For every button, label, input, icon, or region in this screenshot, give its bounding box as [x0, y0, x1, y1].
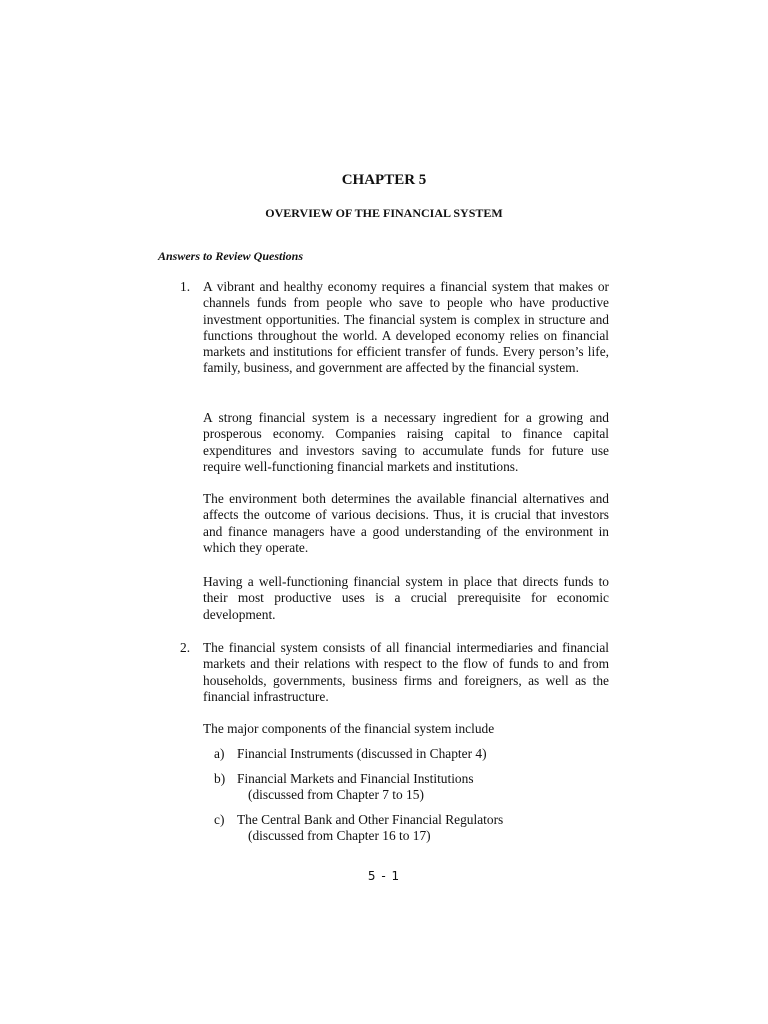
answers-heading: Answers to Review Questions [158, 249, 304, 263]
answer-2-paragraph-1: The financial system consists of all financial intermediaries and financial markets and their relations with respect to the flow of funds to and from households, governments, business firms and foreigners, as well as the financial infrastructure. [203, 640, 609, 704]
answer-1-paragraph-4: Having a well-functioning financial system in place that directs funds to their most productive uses is a crucial prerequisite for economic development. [203, 574, 609, 622]
component-text: Financial Markets and Financial Institutions [237, 771, 474, 786]
answer-1-paragraph-2: A strong financial system is a necessary ingredient for a growing and prosperous economy. Companies raising capital to finance capital expenditures and investors saving to accumulate funds for future use require well-functioning financial markets and institutions. [203, 410, 609, 474]
component-letter: b) [214, 771, 226, 786]
component-note: (discussed from Chapter 7 to 15) [248, 787, 424, 802]
component-note: (discussed from Chapter 16 to 17) [248, 828, 431, 843]
chapter-title: CHAPTER 5 [341, 172, 427, 188]
component-text: The Central Bank and Other Financial Regulators [237, 812, 504, 827]
answer-2-number: 2. [180, 640, 191, 655]
page-number: 5 - 1 [367, 869, 401, 883]
component-letter: c) [214, 812, 225, 827]
component-item [214, 746, 487, 762]
answer-1-paragraph-3: The environment both determines the available financial alternatives and affects the outcome of various decisions. Thus, it is crucial that investors and finance managers have a good understanding of the environment in which they operate. [203, 491, 609, 555]
answer-1-number: 1. [180, 279, 191, 294]
component-text: Financial Instruments (discussed in Chapter 4) [237, 746, 487, 761]
answer-2-paragraph-2: The major components of the financial system include [203, 721, 495, 736]
component-item [214, 771, 474, 787]
component-item [214, 812, 503, 828]
answer-1-paragraph-1: A vibrant and healthy economy requires a financial system that makes or channels funds from people who save to people who have productive investment opportunities. The financial system is complex in structure and functions throughout the world. A developed economy relies on financial markets and institutions for efficient transfer of funds. Every person’s life, family, business, and government are affected by the financial system. [203, 279, 609, 376]
chapter-subtitle: OVERVIEW OF THE FINANCIAL SYSTEM [265, 206, 503, 220]
component-letter: a) [214, 746, 225, 761]
